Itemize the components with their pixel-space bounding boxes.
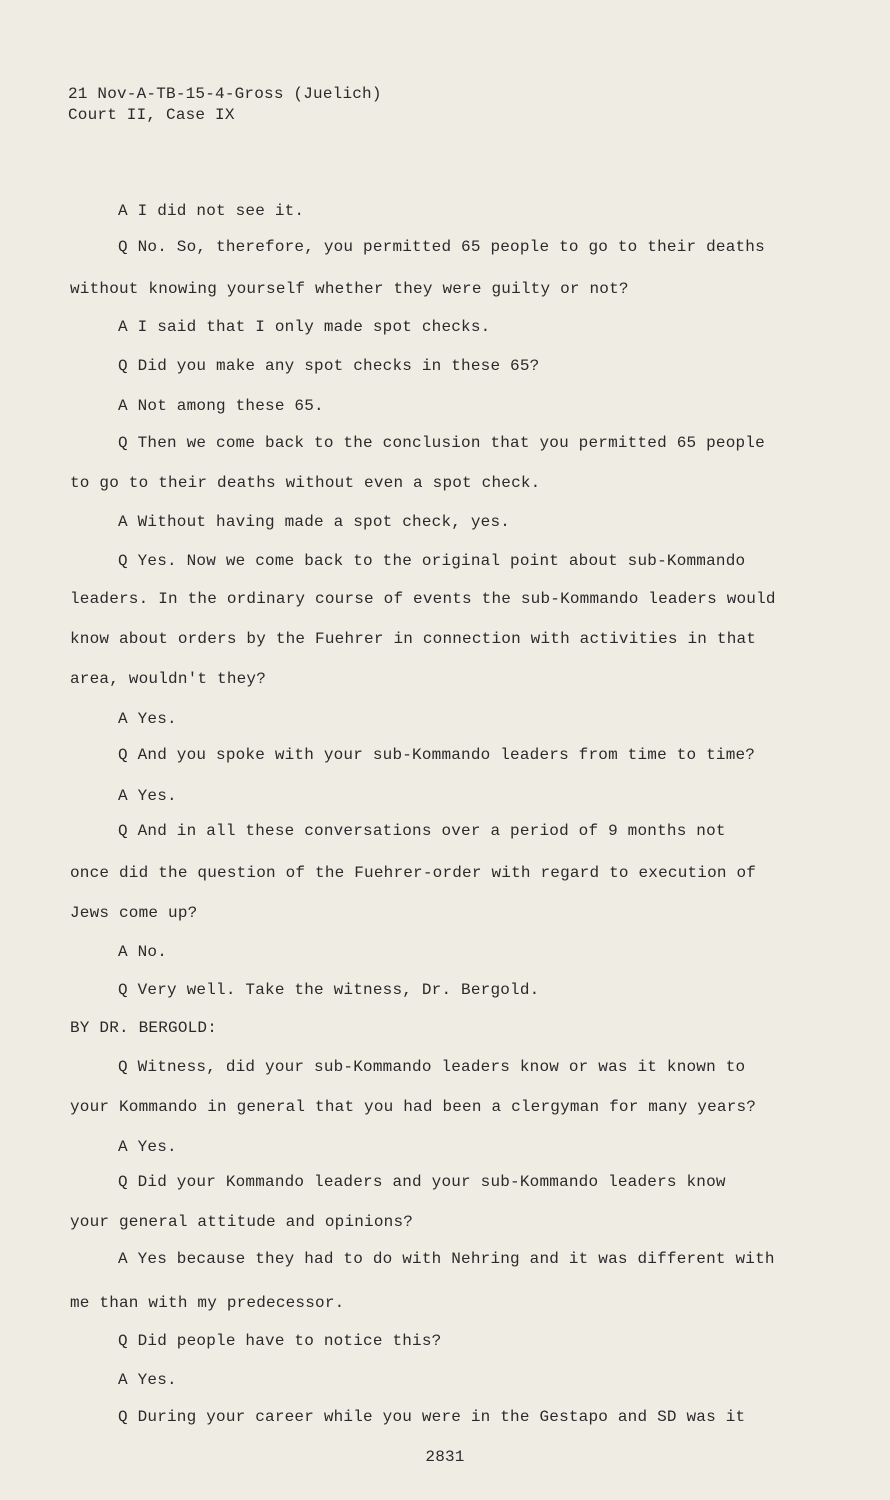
text-line: Jews come up? xyxy=(70,904,198,922)
text-line: once did the question of the Fuehrer-order with regard to execution of xyxy=(70,864,757,882)
text-line: to go to their deaths without even a spot check. xyxy=(70,474,541,492)
text-line: know about orders by the Fuehrer in connection with activities in that xyxy=(70,630,757,648)
text-line: area, wouldn't they? xyxy=(70,670,267,688)
text-line: A Yes. xyxy=(118,1371,177,1389)
text-line: Q Did your Kommando leaders and your sub-Kommando leaders know xyxy=(118,1173,726,1191)
text-line: Q Then we come back to the conclusion that you permitted 65 people xyxy=(118,434,765,452)
text-line: A No. xyxy=(118,943,168,961)
text-line: Q Very well. Take the witness, Dr. Bergold. xyxy=(118,981,540,999)
text-line: me than with my predecessor. xyxy=(70,1294,345,1312)
text-line: Q Yes. Now we come back to the original point about sub-Kommando xyxy=(118,552,746,570)
text-line: A Yes. xyxy=(118,710,177,728)
text-line: Q Did people have to notice this? xyxy=(118,1332,442,1350)
text-line: Q Witness, did your sub-Kommando leaders know or was it known to xyxy=(118,1058,746,1076)
document-header xyxy=(68,84,382,126)
text-line: A Yes. xyxy=(118,787,177,805)
text-line: without knowing yourself whether they were guilty or not? xyxy=(70,280,629,298)
text-line: A I did not see it. xyxy=(118,202,305,220)
text-line: Q And you spoke with your sub-Kommando leaders from time to time? xyxy=(118,746,756,764)
text-line: A Yes because they had to do with Nehring and it was different with xyxy=(118,1250,775,1268)
page-number: 2831 xyxy=(425,1448,465,1466)
examiner-heading: BY DR. BERGOLD: xyxy=(70,1019,218,1037)
text-line: Q And in all these conversations over a period of 9 months not xyxy=(118,822,726,840)
text-line: your general attitude and opinions? xyxy=(70,1213,414,1231)
text-line: leaders. In the ordinary course of events the sub-Kommando leaders would xyxy=(70,590,776,608)
text-line: Q Did you make any spot checks in these 65? xyxy=(118,357,540,375)
header-line-2: Court II, Case IX xyxy=(68,106,235,124)
text-line: A Yes. xyxy=(118,1138,177,1156)
text-line: Q No. So, therefore, you permitted 65 people to go to their deaths xyxy=(118,238,765,256)
text-line: A I said that I only made spot checks. xyxy=(118,318,491,336)
text-line: your Kommando in general that you had been a clergyman for many years? xyxy=(70,1098,757,1116)
text-line: A Not among these 65. xyxy=(118,397,324,415)
text-line: A Without having made a spot check, yes. xyxy=(118,513,511,531)
header-line-1: 21 Nov-A-TB-15-4-Gross (Juelich) xyxy=(68,85,382,103)
text-line: Q During your career while you were in the Gestapo and SD was it xyxy=(118,1408,746,1426)
